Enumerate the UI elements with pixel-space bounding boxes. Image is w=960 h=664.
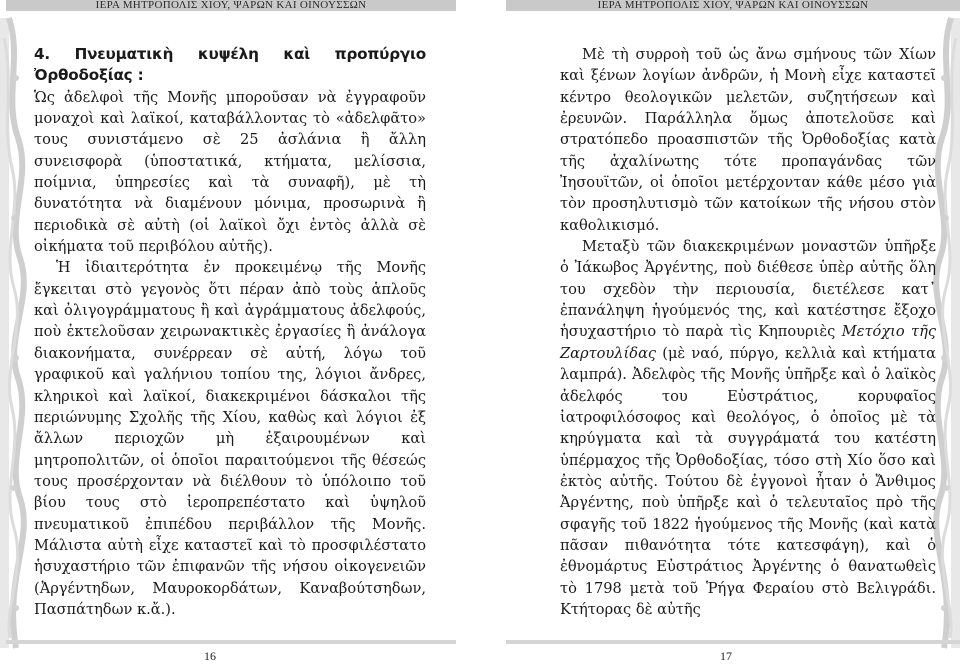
- left-paragraph-2: Ἡ ἰδιαιτερότητα ἐν προκειμένῳ τῆς Μονῆς ἔγκειται στὸ γεγονὸς ὅτι πέραν ἀπὸ τοὺς ἁπλοῦς καὶ ὀλιγογράμματους ἢ καὶ ἀγράμματους ἀδελφούς, ποὺ ἐκτελοῦσαν χειρωνακτικὲς ἐργασίες ἢ ἀνάλογα διακονήματα, συνέρρεαν σὲ αὐτή, λόγω τοῦ γραφικοῦ καὶ γαλήνιου τοπίου της, λόγιοι ἄνδρες, κληρικοὶ καὶ λαϊκοί, διακεκριμένοι δάσκαλοι τῆς περιώνυμης Σχολῆς τῆς Χίου, καθὼς καὶ λόγιοι ἐξ ἄλλων περιοχῶν μὴ ἐξαιρουμένων καὶ μητροπολιτῶν, οἱ ὁποῖοι παραιτούμενοι τῆς θέσεώς τους προσέρχονταν νὰ διέλθουν τὸ ὑπόλοιπο τοῦ βίου τους στὸ ἱεροπρεπέστατο καὶ ὑψηλοῦ πνευματικοῦ ἐπιπέδου περιβάλλον τῆς Μονῆς. Μάλιστα αὐτὴ εἶχε καταστεῖ καὶ τὸ προσφιλέστατο ἡσυχαστήριο τῶν ἐπιφανῶν τῆς νήσου οἰκογενειῶν (Ἀργέντηδων, Μαυροκορδάτων, Καναβούτσηδων, Πασπάτηδων κ.ἄ.).: [34, 259, 426, 618]
- running-header-right: ΙΕΡΑ ΜΗΤΡΟΠΟΛΙΣ ΧΙΟΥ, ΨΑΡΩΝ ΚΑΙ ΟΙΝΟΥΣΣΩΝ: [506, 0, 960, 11]
- footer-bar-left: [6, 640, 456, 644]
- left-text-block: [34, 44, 426, 618]
- floral-ornament-icon: [932, 18, 960, 648]
- right-paragraph-2: [560, 236, 936, 620]
- right-paragraph-1: Μὲ τὴ συρροὴ τοῦ ὡς ἄνω σμήνους τῶν Χίων καὶ ξένων λογίων ἀνδρῶν, ἡ Μονὴ εἶχε καταστεῖ κέντρο θεολογικῶν μελετῶν, συζητήσεων καὶ ἐρευνῶν. Παράλληλα ὅμως ἀποτελοῦσε καὶ στρατόπεδο προασπιστῶν τῆς Ὀρθοδοξίας κατὰ τῆς ἀχαλίνωτης τότε προπαγάνδας τῶν Ἰησουϊτῶν, οἱ ὁποῖοι μετέρχονταν κάθε μέσο γιὰ τὸν προσηλυτισμὸ τῶν κατοίκων τῆς νήσου στὸν καθολικισμό.: [560, 46, 936, 234]
- right-ornament-border: [932, 18, 960, 648]
- floral-ornament-icon: [0, 18, 28, 648]
- running-header-left: ΙΕΡΑ ΜΗΤΡΟΠΟΛΙΣ ΧΙΟΥ, ΨΑΡΩΝ ΚΑΙ ΟΙΝΟΥΣΣΩΝ: [6, 0, 456, 11]
- right-text-block: [560, 44, 936, 624]
- right-paragraph-2-text-a: Μεταξὺ τῶν διακεκριμένων μοναστῶν ὑπῆρξε ὁ Ἰάκωβος Ἀργέντης, ποὺ διέθεσε ὑπὲρ αὐτῆς ὅλη του σχεδὸν τὴν περιουσία, διετέλεσε κατ᾽ ἐπανάληψη ἡγούμενός της, καὶ κατέστησε ἔξοχο ἡσυχαστήριο τὸ παρὰ τὶς Κηπουριὲς: [560, 238, 936, 341]
- page-number-left: 16: [204, 649, 216, 663]
- place-name-italic: Μετόχιο τῆς Ζαρτουλίδας: [560, 323, 936, 362]
- right-page: [480, 0, 960, 664]
- page-number-right: 17: [720, 649, 732, 663]
- left-ornament-border: [0, 18, 28, 648]
- footer-bar-right: [506, 640, 960, 644]
- section-heading: 4. Πνευματικὴ κυψέλη καὶ προπύργιο Ὀρθοδοξίας :: [34, 45, 426, 85]
- left-paragraph-1: Ὡς ἀδελφοὶ τῆς Μονῆς μποροῦσαν νὰ ἐγγραφοῦν μοναχοὶ καὶ λαϊκοί, καταβάλλοντας τὸ «ἀδελφᾶτο» τους συνιστάμενο σὲ 25 ἀσλάνια ἢ ἄλλη συνεισφορὰ (ὑποστατικά, κτήματα, μελίσσια, ποίμνια, ὑπηρεσίες καὶ τὰ συναφῆ), μὲ τὴ δυνατότητα νὰ διαμένουν μόνιμα, προσωρινὰ ἢ περιοδικὰ σὲ αὐτὴ (οἱ λαϊκοὶ ὄχι ἐντὸς ἀλλὰ σὲ οἰκήματα τοῦ περιβόλου αὐτῆς).: [34, 88, 426, 256]
- right-paragraph-2-text-b: (μὲ ναό, πύργο, κελλιὰ καὶ κτήματα λαμπρά). Ἀδελφὸς τῆς Μονῆς ὑπῆρξε καὶ ὁ λαϊκὸς ἀδελφός του Εὐστράτιος, κορυφαῖος ἰατροφιλόσοφος καὶ θεολόγος, ὁ ὁποῖος μὲ τὰ κηρύγματα καὶ τὰ συγγράματά του κατέστη ὑπέρμαχος τῆς Ὀρθοδοξίας, τόσο στὴ Χίο ὅσο καὶ ἐκτὸς αὐτῆς. Τούτου δὲ ἐγγονοὶ ἦταν ὁ Ἄνθιμος Ἀργέντης, ποὺ ὑπῆρξε καὶ ὁ τελευταῖος πρὸ τῆς σφαγῆς τοῦ 1822 ἡγούμενος τῆς Μονῆς (καὶ κατὰ πᾶσαν πιθανότητα τότε κατεσφάγη), καὶ ὁ ἐθνομάρτυς Εὐστράτιος Ἀργέντης ὁ θανατωθεὶς τὸ 1798 μετὰ τοῦ Ῥήγα Φεραίου στὸ Βελιγράδι. Κτήτορας δὲ αὐτῆς: [560, 344, 936, 618]
